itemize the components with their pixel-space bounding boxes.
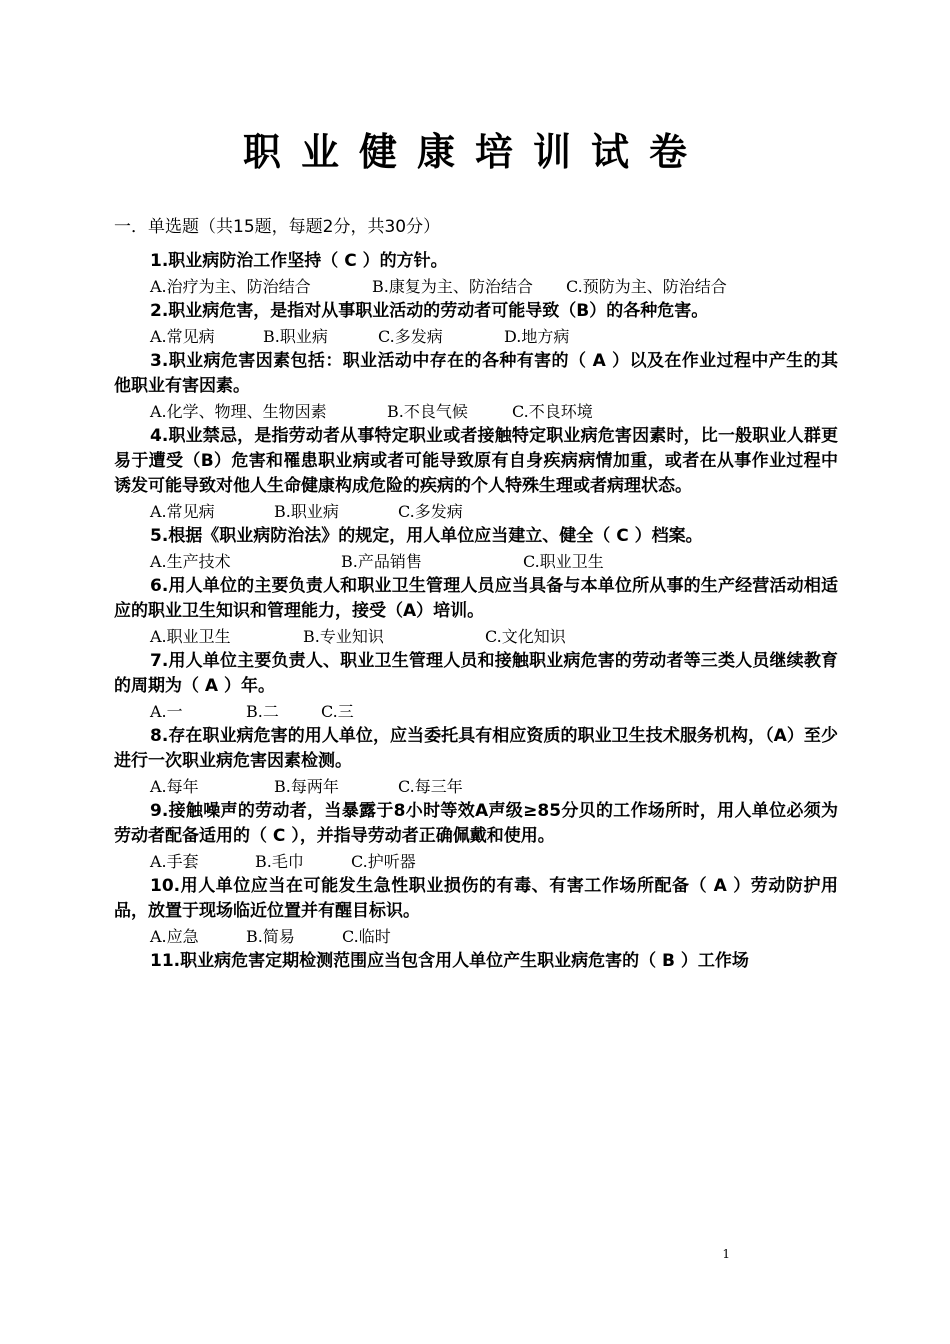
option: C.职业卫生 — [523, 552, 604, 571]
option: B.简易 — [246, 927, 295, 946]
section-heading: 一．单选题（共15题，每题2分，共30分） — [114, 217, 441, 237]
option: C.每三年 — [398, 777, 463, 796]
option: B.二 — [246, 702, 279, 721]
question-1: 1.职业病防治工作坚持（ C ）的方针。 — [150, 251, 448, 271]
options-4 — [114, 499, 838, 524]
option: B.毛巾 — [255, 852, 304, 871]
option: C.临时 — [342, 927, 391, 946]
option: A.职业卫生 — [150, 627, 231, 646]
option: B.专业知识 — [303, 627, 384, 646]
option: A.应急 — [150, 927, 199, 946]
option: C.多发病 — [398, 502, 463, 521]
option: B.每两年 — [274, 777, 339, 796]
options-5 — [114, 549, 838, 574]
option: B.职业病 — [263, 327, 328, 346]
option: B.不良气候 — [387, 402, 468, 421]
option: A.常见病 — [150, 502, 215, 521]
option: C.三 — [321, 702, 354, 721]
question-5: 5.根据《职业病防治法》的规定，用人单位应当建立、健全（ C ）档案。 — [150, 526, 703, 546]
option: C.文化知识 — [485, 627, 566, 646]
options-7 — [114, 699, 838, 724]
option: A.手套 — [150, 852, 199, 871]
options-6 — [114, 624, 838, 649]
option: B.职业病 — [274, 502, 339, 521]
option: C.不良环境 — [512, 402, 593, 421]
question-list — [114, 249, 838, 974]
question-3: 3.职业病危害因素包括：职业活动中存在的各种有害的（ A ）以及在作业过程中产生的其他职业有害因素。 — [114, 351, 838, 396]
document-title: 职业健康培训试卷 — [242, 130, 707, 174]
question-11: 11.职业病危害定期检测范围应当包含用人单位产生职业病危害的（ B ）工作场 — [150, 951, 749, 971]
question-4: 4.职业禁忌，是指劳动者从事特定职业或者接触特定职业病危害因素时，比一般职业人群更易于遭受（B）危害和罹患职业病或者可能导致原有自身疾病病情加重，或者在从事作业过程中诱发可能导致对他人生命健康构成危险的疾病的个人特殊生理或者病理状态。 — [114, 426, 838, 496]
option: C.预防为主、防治结合 — [566, 277, 727, 296]
option: A.治疗为主、防治结合 — [150, 277, 311, 296]
question-7: 7.用人单位主要负责人、职业卫生管理人员和接触职业病危害的劳动者等三类人员继续教育的周期为（ A ）年。 — [114, 651, 838, 696]
option: C.护听器 — [351, 852, 416, 871]
options-2 — [114, 324, 838, 349]
question-9: 9.接触噪声的劳动者，当暴露于8小时等效A声级≥85分贝的工作场所时，用人单位必须为劳动者配备适用的（ C ），并指导劳动者正确佩戴和使用。 — [114, 801, 838, 846]
question-8: 8.存在职业病危害的用人单位，应当委托具有相应资质的职业卫生技术服务机构，（A）至少进行一次职业病危害因素检测。 — [114, 726, 838, 771]
question-10: 10.用人单位应当在可能发生急性职业损伤的有毒、有害工作场所配备（ A ）劳动防护用品，放置于现场临近位置并有醒目标识。 — [114, 876, 838, 921]
option: A.一 — [150, 702, 183, 721]
page-number: 1 — [722, 1247, 730, 1261]
option: B.产品销售 — [341, 552, 422, 571]
option: A.每年 — [150, 777, 199, 796]
option: C.多发病 — [378, 327, 443, 346]
options-9 — [114, 849, 838, 874]
options-10 — [114, 924, 838, 949]
option: A.化学、物理、生物因素 — [150, 402, 327, 421]
option: B.康复为主、防治结合 — [372, 277, 533, 296]
options-1 — [114, 274, 838, 299]
option: A.生产技术 — [150, 552, 231, 571]
question-6: 6.用人单位的主要负责人和职业卫生管理人员应当具备与本单位所从事的生产经营活动相适应的职业卫生知识和管理能力，接受（A）培训。 — [114, 576, 838, 621]
question-2: 2.职业病危害，是指对从事职业活动的劳动者可能导致（B）的各种危害。 — [150, 301, 709, 321]
options-8 — [114, 774, 838, 799]
option: D.地方病 — [504, 327, 570, 346]
option: A.常见病 — [150, 327, 215, 346]
options-3 — [114, 399, 838, 424]
